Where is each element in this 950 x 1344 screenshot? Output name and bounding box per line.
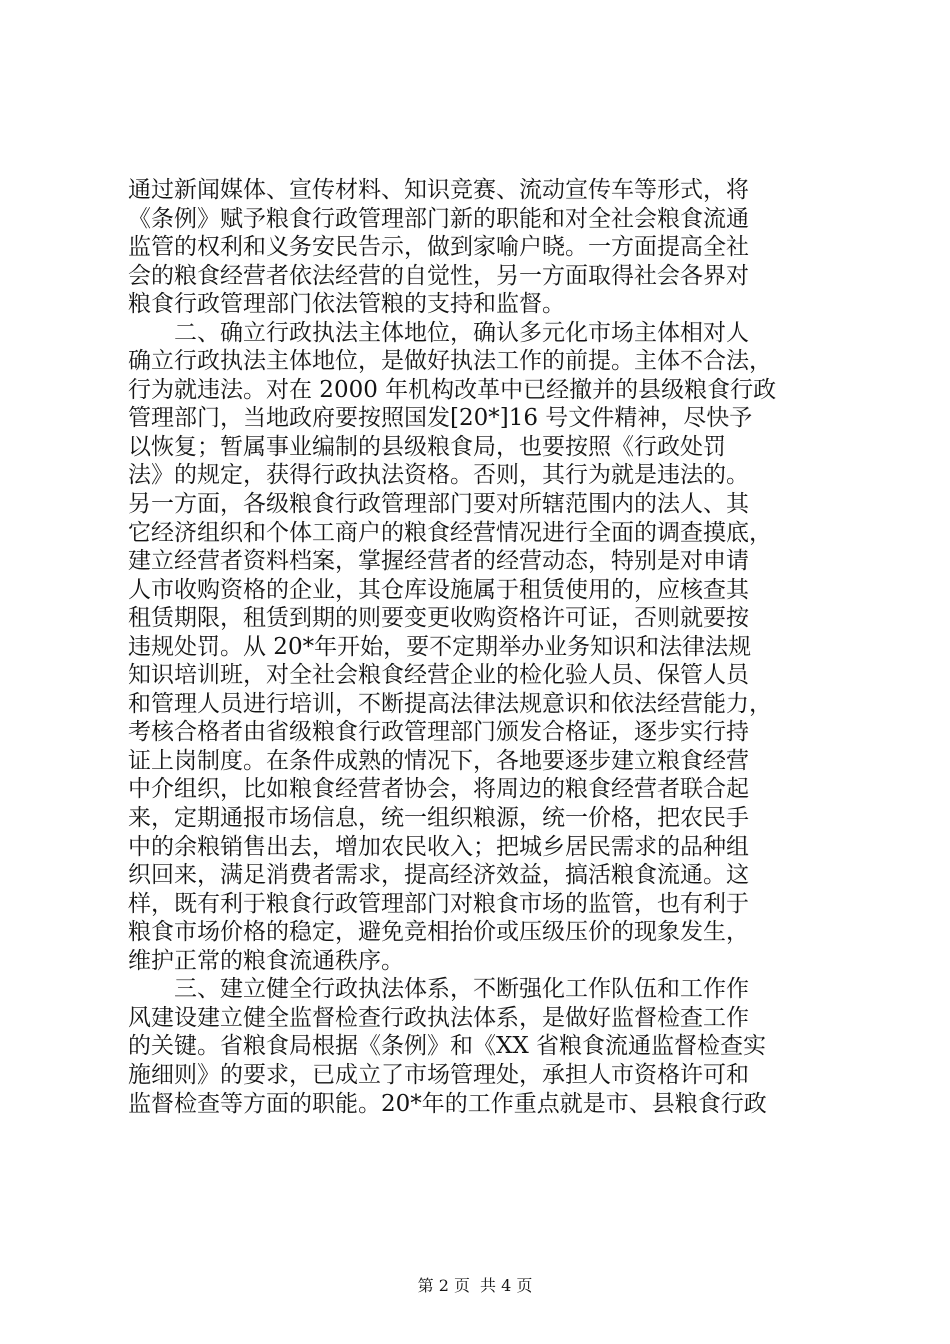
text-line: 和管理人员进行培训，不断提高法律法规意识和依法经营能力，	[128, 690, 772, 717]
text-line: 管理部门，当地政府要按照国发[20*]16 号文件精神，尽快予	[128, 405, 753, 432]
text-line: 《条例》赋予粮食行政管理部门新的职能和对全社会粮食流通	[128, 205, 749, 232]
text-line: 人市收购资格的企业，其仓库设施属于租赁使用的，应核查其	[128, 576, 749, 603]
text-line: 粮食市场价格的稳定，避免竞相抬价或压级压价的现象发生，	[128, 919, 749, 946]
text-line: 中介组织，比如粮食经营者协会，将周边的粮食经营者联合起	[128, 776, 749, 803]
text-line: 考核合格者由省级粮食行政管理部门颁发合格证，逐步实行持	[128, 719, 749, 746]
text-line: 维护正常的粮食流通秩序。	[128, 947, 404, 974]
text-line: 行为就违法。对在 2000 年机构改革中已经撤并的县级粮食行政	[128, 376, 777, 403]
text-line: 法》的规定，获得行政执法资格。否则，其行为就是违法的。	[128, 462, 749, 489]
text-line: 来，定期通报市场信息，统一组织粮源，统一价格，把农民手	[128, 805, 749, 832]
text-line: 施细则》的要求，已成立了市场管理处，承担人市资格许可和	[128, 1061, 749, 1088]
text-line: 三、建立健全行政执法体系，不断强化工作队伍和工作作	[128, 976, 749, 1003]
text-line: 二、确立行政执法主体地位，确认多元化市场主体相对人	[128, 319, 749, 346]
page-number: 第 2 页	[417, 1276, 470, 1295]
text-line: 知识培训班，对全社会粮食经营企业的检化验人员、保管人员	[128, 662, 749, 689]
text-line: 租赁期限，租赁到期的则要变更收购资格许可证，否则就要按	[128, 605, 749, 632]
text-line: 风建设建立健全监督检查行政执法体系，是做好监督检查工作	[128, 1004, 749, 1031]
text-line: 通过新闻媒体、宣传材料、知识竞赛、流动宣传车等形式，将	[128, 177, 749, 203]
text-line: 确立行政执法主体地位，是做好执法工作的前提。主体不合法，	[128, 348, 772, 375]
text-line: 监督检查等方面的职能。20*年的工作重点就是市、县粮食行政	[128, 1090, 767, 1117]
text-line: 织回来，满足消费者需求，提高经济效益，搞活粮食流通。这	[128, 862, 749, 889]
text-line: 证上岗制度。在条件成熟的情况下，各地要逐步建立粮食经营	[128, 747, 749, 774]
text-line: 另一方面，各级粮食行政管理部门要对所辖范围内的法人、其	[128, 491, 749, 518]
page-footer	[0, 1275, 950, 1297]
text-line: 会的粮食经营者依法经营的自觉性，另一方面取得社会各界对	[128, 262, 749, 289]
text-line: 中的余粮销售出去，增加农民收入；把城乡居民需求的品种组	[128, 833, 749, 860]
text-line: 的关键。省粮食局根据《条例》和《XX 省粮食流通监督检查实	[128, 1033, 767, 1060]
text-line: 粮食行政管理部门依法管粮的支持和监督。	[128, 291, 565, 318]
text-line: 它经济组织和个体工商户的粮食经营情况进行全面的调查摸底，	[128, 519, 772, 546]
body-text	[128, 176, 828, 1118]
text-line: 监管的权利和义务安民告示，做到家喻户晓。一方面提高全社	[128, 234, 749, 261]
text-line: 违规处罚。从 20*年开始，要不定期举办业务知识和法律法规	[128, 633, 752, 660]
text-line: 建立经营者资料档案，掌握经营者的经营动态，特别是对申请	[128, 548, 749, 575]
text-line: 以恢复；暂属事业编制的县级粮食局，也要按照《行政处罚	[128, 433, 726, 460]
page-total: 共 4 页	[480, 1276, 533, 1295]
text-line: 样，既有利于粮食行政管理部门对粮食市场的监管，也有利于	[128, 890, 749, 917]
